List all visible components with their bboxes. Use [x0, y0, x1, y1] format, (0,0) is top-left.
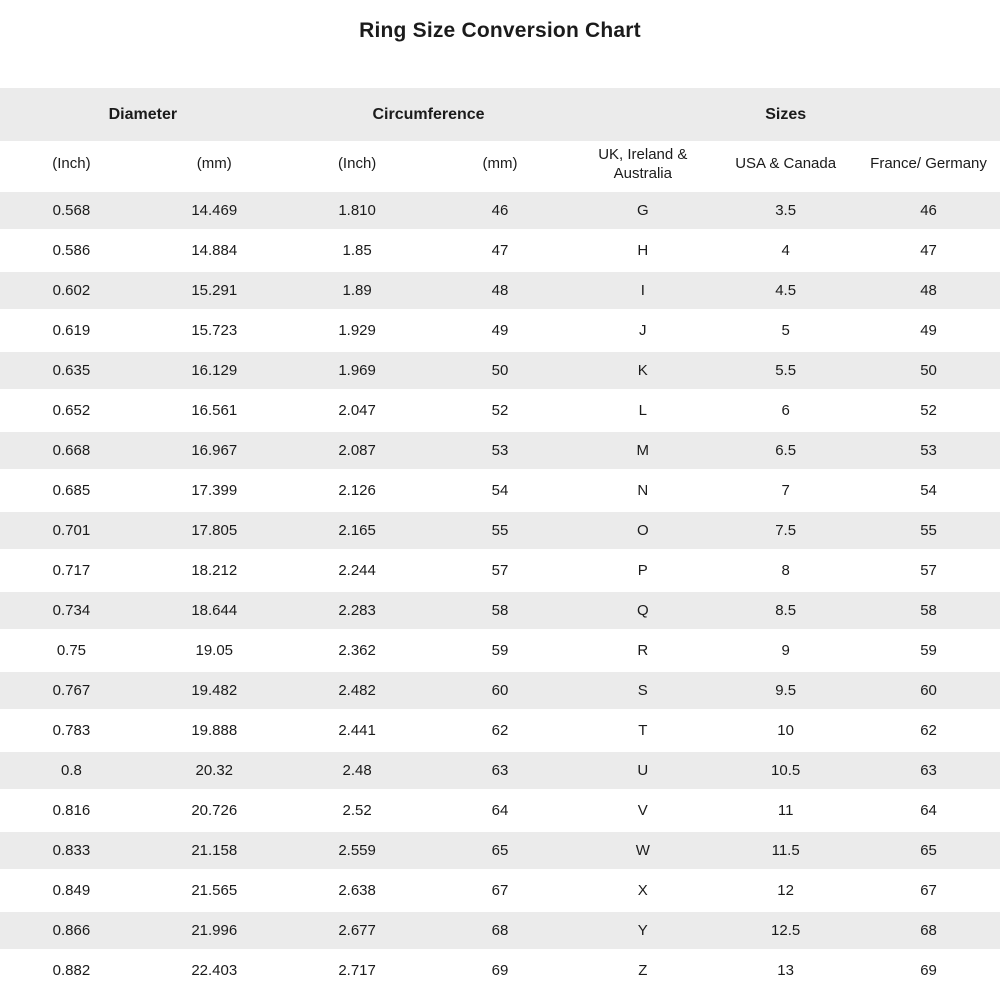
- cell-size-uk-ireland-australia: O: [571, 510, 714, 550]
- cell-size-uk-ireland-australia: P: [571, 550, 714, 590]
- cell-size-uk-ireland-australia: Y: [571, 910, 714, 950]
- cell-diameter-inch: 0.866: [0, 910, 143, 950]
- table-row: [0, 550, 1000, 590]
- cell-circumference-inch: 2.48: [286, 750, 429, 790]
- column-header-france-germany: France/ Germany: [857, 141, 1000, 190]
- cell-diameter-mm: 14.884: [143, 230, 286, 270]
- cell-size-uk-ireland-australia: V: [571, 790, 714, 830]
- cell-diameter-mm: 20.32: [143, 750, 286, 790]
- cell-circumference-mm: 63: [429, 750, 572, 790]
- table-body: [0, 190, 1000, 990]
- cell-diameter-mm: 16.967: [143, 430, 286, 470]
- table-header: [0, 88, 1000, 190]
- table-row: [0, 830, 1000, 870]
- cell-diameter-inch: 0.586: [0, 230, 143, 270]
- column-header-circumference-inch: (Inch): [286, 141, 429, 190]
- cell-diameter-mm: 21.158: [143, 830, 286, 870]
- cell-size-usa-canada: 9.5: [714, 670, 857, 710]
- table-row: [0, 390, 1000, 430]
- cell-circumference-inch: 2.283: [286, 590, 429, 630]
- cell-circumference-inch: 1.929: [286, 310, 429, 350]
- column-header-uk-ireland-australia: UK, Ireland & Australia: [571, 141, 714, 190]
- cell-diameter-mm: 16.561: [143, 390, 286, 430]
- cell-diameter-inch: 0.568: [0, 190, 143, 230]
- cell-diameter-mm: 18.212: [143, 550, 286, 590]
- cell-size-usa-canada: 12: [714, 870, 857, 910]
- cell-size-france-germany: 57: [857, 550, 1000, 590]
- cell-size-france-germany: 60: [857, 670, 1000, 710]
- cell-size-uk-ireland-australia: U: [571, 750, 714, 790]
- cell-diameter-mm: 15.723: [143, 310, 286, 350]
- cell-size-france-germany: 69: [857, 950, 1000, 990]
- cell-size-uk-ireland-australia: K: [571, 350, 714, 390]
- cell-circumference-inch: 2.52: [286, 790, 429, 830]
- cell-diameter-inch: 0.882: [0, 950, 143, 990]
- cell-size-france-germany: 54: [857, 470, 1000, 510]
- cell-size-france-germany: 59: [857, 630, 1000, 670]
- page-title: Ring Size Conversion Chart: [359, 19, 641, 42]
- cell-size-uk-ireland-australia: N: [571, 470, 714, 510]
- cell-diameter-mm: 19.05: [143, 630, 286, 670]
- cell-diameter-mm: 16.129: [143, 350, 286, 390]
- cell-size-uk-ireland-australia: L: [571, 390, 714, 430]
- cell-diameter-inch: 0.767: [0, 670, 143, 710]
- cell-circumference-inch: 2.087: [286, 430, 429, 470]
- cell-size-uk-ireland-australia: T: [571, 710, 714, 750]
- cell-size-uk-ireland-australia: W: [571, 830, 714, 870]
- cell-size-france-germany: 53: [857, 430, 1000, 470]
- cell-diameter-mm: 19.482: [143, 670, 286, 710]
- table-row: [0, 790, 1000, 830]
- cell-size-uk-ireland-australia: I: [571, 270, 714, 310]
- cell-size-france-germany: 49: [857, 310, 1000, 350]
- table-row: [0, 190, 1000, 230]
- cell-size-uk-ireland-australia: J: [571, 310, 714, 350]
- cell-circumference-mm: 57: [429, 550, 572, 590]
- cell-circumference-mm: 46: [429, 190, 572, 230]
- cell-circumference-mm: 53: [429, 430, 572, 470]
- cell-size-uk-ireland-australia: H: [571, 230, 714, 270]
- table-row: [0, 750, 1000, 790]
- cell-size-usa-canada: 10: [714, 710, 857, 750]
- cell-circumference-mm: 54: [429, 470, 572, 510]
- cell-circumference-mm: 62: [429, 710, 572, 750]
- column-header-usa-canada: USA & Canada: [714, 141, 857, 190]
- cell-circumference-inch: 2.126: [286, 470, 429, 510]
- group-header-row: [0, 88, 1000, 141]
- cell-diameter-inch: 0.602: [0, 270, 143, 310]
- cell-size-usa-canada: 5: [714, 310, 857, 350]
- cell-circumference-inch: 1.969: [286, 350, 429, 390]
- cell-size-france-germany: 63: [857, 750, 1000, 790]
- cell-size-france-germany: 46: [857, 190, 1000, 230]
- cell-circumference-inch: 2.482: [286, 670, 429, 710]
- cell-size-usa-canada: 11: [714, 790, 857, 830]
- cell-diameter-inch: 0.668: [0, 430, 143, 470]
- table-row: [0, 270, 1000, 310]
- cell-size-uk-ireland-australia: Z: [571, 950, 714, 990]
- cell-size-france-germany: 50: [857, 350, 1000, 390]
- cell-size-usa-canada: 8: [714, 550, 857, 590]
- cell-diameter-inch: 0.701: [0, 510, 143, 550]
- cell-circumference-inch: 2.638: [286, 870, 429, 910]
- cell-diameter-mm: 17.399: [143, 470, 286, 510]
- cell-size-usa-canada: 13: [714, 950, 857, 990]
- cell-size-uk-ireland-australia: M: [571, 430, 714, 470]
- cell-diameter-inch: 0.833: [0, 830, 143, 870]
- cell-circumference-mm: 47: [429, 230, 572, 270]
- cell-size-france-germany: 65: [857, 830, 1000, 870]
- cell-circumference-mm: 55: [429, 510, 572, 550]
- cell-diameter-inch: 0.849: [0, 870, 143, 910]
- cell-circumference-inch: 2.362: [286, 630, 429, 670]
- cell-size-usa-canada: 6.5: [714, 430, 857, 470]
- cell-size-usa-canada: 12.5: [714, 910, 857, 950]
- cell-size-uk-ireland-australia: X: [571, 870, 714, 910]
- cell-size-uk-ireland-australia: Q: [571, 590, 714, 630]
- table-row: [0, 470, 1000, 510]
- cell-circumference-inch: 2.559: [286, 830, 429, 870]
- ring-size-table: [0, 88, 1000, 990]
- column-header-diameter-inch: (Inch): [0, 141, 143, 190]
- cell-size-usa-canada: 7.5: [714, 510, 857, 550]
- table-row: [0, 670, 1000, 710]
- group-header-circumference: Circumference: [286, 88, 572, 141]
- cell-diameter-mm: 20.726: [143, 790, 286, 830]
- cell-size-france-germany: 48: [857, 270, 1000, 310]
- cell-size-usa-canada: 10.5: [714, 750, 857, 790]
- cell-diameter-inch: 0.652: [0, 390, 143, 430]
- cell-diameter-mm: 21.996: [143, 910, 286, 950]
- cell-circumference-mm: 65: [429, 830, 572, 870]
- cell-diameter-mm: 21.565: [143, 870, 286, 910]
- cell-size-france-germany: 58: [857, 590, 1000, 630]
- cell-circumference-inch: 2.677: [286, 910, 429, 950]
- table-row: [0, 710, 1000, 750]
- cell-size-usa-canada: 4: [714, 230, 857, 270]
- cell-size-usa-canada: 8.5: [714, 590, 857, 630]
- table-row: [0, 310, 1000, 350]
- cell-size-usa-canada: 3.5: [714, 190, 857, 230]
- cell-diameter-mm: 15.291: [143, 270, 286, 310]
- cell-circumference-mm: 48: [429, 270, 572, 310]
- cell-circumference-inch: 2.165: [286, 510, 429, 550]
- table-row: [0, 950, 1000, 990]
- cell-circumference-inch: 2.047: [286, 390, 429, 430]
- cell-circumference-mm: 69: [429, 950, 572, 990]
- cell-size-usa-canada: 6: [714, 390, 857, 430]
- cell-size-usa-canada: 5.5: [714, 350, 857, 390]
- column-header-row: [0, 141, 1000, 190]
- cell-circumference-inch: 2.244: [286, 550, 429, 590]
- group-header-sizes: Sizes: [571, 88, 1000, 141]
- cell-size-usa-canada: 7: [714, 470, 857, 510]
- table-row: [0, 230, 1000, 270]
- cell-size-france-germany: 55: [857, 510, 1000, 550]
- cell-size-france-germany: 68: [857, 910, 1000, 950]
- cell-size-usa-canada: 4.5: [714, 270, 857, 310]
- table-row: [0, 350, 1000, 390]
- cell-diameter-inch: 0.717: [0, 550, 143, 590]
- cell-diameter-mm: 22.403: [143, 950, 286, 990]
- cell-circumference-mm: 67: [429, 870, 572, 910]
- table-row: [0, 630, 1000, 670]
- cell-diameter-inch: 0.8: [0, 750, 143, 790]
- cell-circumference-mm: 64: [429, 790, 572, 830]
- cell-diameter-mm: 14.469: [143, 190, 286, 230]
- cell-diameter-inch: 0.75: [0, 630, 143, 670]
- cell-circumference-mm: 59: [429, 630, 572, 670]
- cell-circumference-inch: 1.89: [286, 270, 429, 310]
- cell-size-uk-ireland-australia: G: [571, 190, 714, 230]
- cell-circumference-mm: 50: [429, 350, 572, 390]
- cell-circumference-inch: 1.810: [286, 190, 429, 230]
- cell-size-uk-ireland-australia: R: [571, 630, 714, 670]
- cell-size-france-germany: 47: [857, 230, 1000, 270]
- column-header-diameter-mm: (mm): [143, 141, 286, 190]
- cell-circumference-mm: 52: [429, 390, 572, 430]
- cell-diameter-inch: 0.816: [0, 790, 143, 830]
- cell-diameter-mm: 18.644: [143, 590, 286, 630]
- table-row: [0, 510, 1000, 550]
- cell-diameter-inch: 0.685: [0, 470, 143, 510]
- cell-size-france-germany: 52: [857, 390, 1000, 430]
- table-row: [0, 430, 1000, 470]
- column-header-circumference-mm: (mm): [429, 141, 572, 190]
- cell-circumference-mm: 58: [429, 590, 572, 630]
- cell-circumference-mm: 49: [429, 310, 572, 350]
- cell-circumference-inch: 2.441: [286, 710, 429, 750]
- table-row: [0, 910, 1000, 950]
- cell-diameter-inch: 0.619: [0, 310, 143, 350]
- cell-circumference-inch: 2.717: [286, 950, 429, 990]
- cell-size-uk-ireland-australia: S: [571, 670, 714, 710]
- table-row: [0, 590, 1000, 630]
- cell-diameter-inch: 0.734: [0, 590, 143, 630]
- cell-size-france-germany: 62: [857, 710, 1000, 750]
- group-header-diameter: Diameter: [0, 88, 286, 141]
- cell-size-usa-canada: 9: [714, 630, 857, 670]
- cell-diameter-mm: 19.888: [143, 710, 286, 750]
- cell-circumference-mm: 60: [429, 670, 572, 710]
- cell-circumference-inch: 1.85: [286, 230, 429, 270]
- cell-diameter-mm: 17.805: [143, 510, 286, 550]
- cell-size-usa-canada: 11.5: [714, 830, 857, 870]
- cell-size-france-germany: 64: [857, 790, 1000, 830]
- cell-circumference-mm: 68: [429, 910, 572, 950]
- cell-diameter-inch: 0.635: [0, 350, 143, 390]
- table-row: [0, 870, 1000, 910]
- cell-diameter-inch: 0.783: [0, 710, 143, 750]
- cell-size-france-germany: 67: [857, 870, 1000, 910]
